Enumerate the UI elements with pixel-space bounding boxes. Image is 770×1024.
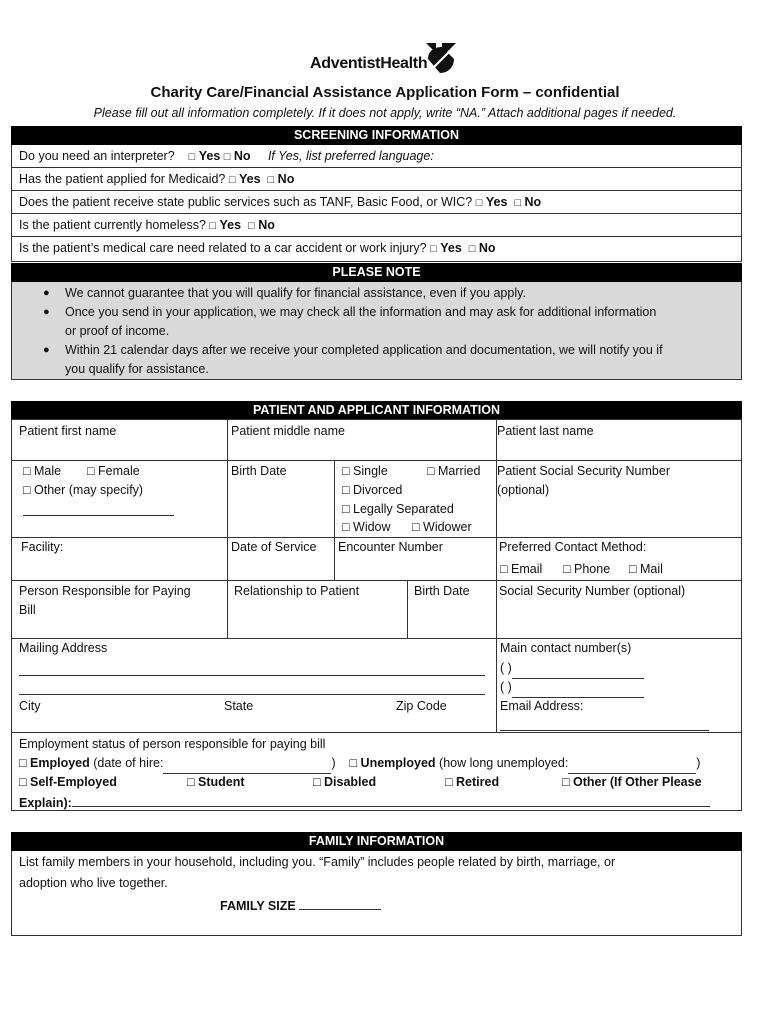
medicaid-row (11, 168, 742, 191)
medicaid-question: Has the patient applied for Medicaid? (19, 172, 226, 186)
family-description-cont: adoption who live together. (19, 876, 168, 890)
address-line-2[interactable] (19, 678, 485, 695)
adventist-health-logo (308, 37, 462, 79)
public-services-question: Does the patient receive state public services such as TANF, Basic Food, or WIC? (19, 195, 473, 209)
yes-label: Yes (440, 241, 462, 255)
note-item-continued: you qualify for assistance. (65, 362, 209, 376)
responsible-birth-date-field[interactable]: Birth Date (414, 584, 470, 598)
how-long-label: (how long unemployed: (439, 756, 569, 770)
explain-label: Explain): (19, 792, 710, 813)
family-info-header: FAMILY INFORMATION (11, 832, 742, 851)
unemployed-checkbox[interactable]: □ Unemployed (349, 756, 436, 770)
no-label: No (258, 218, 275, 232)
no-label: No (233, 149, 251, 163)
responsible-person-label-cont: Bill (19, 603, 36, 617)
medicaid-no-checkbox[interactable]: □ (267, 174, 275, 186)
patient-info-section (11, 419, 742, 811)
yes-label: Yes (219, 218, 242, 232)
self-employed-checkbox[interactable]: □ Self-Employed (19, 775, 117, 789)
email-contact-checkbox[interactable]: □ Email (500, 562, 543, 576)
facility-field[interactable]: Facility: (21, 540, 64, 554)
widow-checkbox[interactable]: □ Widow (342, 520, 391, 534)
patient-ssn-label: Patient Social Security Number (497, 464, 670, 478)
relationship-field[interactable]: Relationship to Patient (234, 584, 360, 598)
date-of-service-field[interactable]: Date of Service (231, 540, 317, 554)
divorced-checkbox[interactable]: □ Divorced (342, 483, 403, 497)
interpreter-yes-checkbox[interactable]: □ (188, 151, 196, 163)
homeless-yes-checkbox[interactable]: □ (209, 220, 217, 232)
male-checkbox[interactable]: □ Male (23, 464, 62, 478)
form-instructions: Please fill out all information completely. If it does not apply, write “NA.” Attach additional pages if needed. (93, 106, 677, 120)
logo-text: AdventistHealth (310, 55, 428, 72)
interpreter-question: Do you need an interpreter? (19, 149, 175, 163)
middle-name-field[interactable]: Patient middle name (231, 424, 345, 438)
patient-info-header: PATIENT AND APPLICANT INFORMATION (11, 401, 742, 420)
family-size-field[interactable] (299, 895, 381, 910)
student-checkbox[interactable]: □ Student (187, 775, 245, 789)
yes-label: Yes (198, 149, 221, 163)
patient-ssn-optional: (optional) (497, 483, 550, 497)
public-services-yes-checkbox[interactable]: □ (475, 197, 483, 209)
note-item-continued: or proof of income. (65, 324, 170, 338)
accident-question: Is the patient’s medical care need related to a car accident or work injury? (19, 241, 427, 255)
widower-checkbox[interactable]: □ Widower (412, 520, 472, 534)
female-checkbox[interactable]: □ Female (87, 464, 140, 478)
leaf-logo-icon (422, 39, 460, 77)
yes-label: Yes (239, 172, 261, 186)
last-name-field[interactable]: Patient last name (497, 424, 594, 438)
married-checkbox[interactable]: □ Married (427, 464, 481, 478)
yes-label: Yes (485, 195, 508, 209)
homeless-row (11, 214, 742, 237)
interpreter-row (11, 145, 742, 168)
note-item: ● Once you send in your application, we may check all the information and may ask for additional information (43, 305, 657, 319)
family-size-label: FAMILY SIZE (220, 895, 381, 916)
contact-number-2[interactable]: ( ) (500, 678, 644, 698)
date-of-hire-line[interactable] (163, 754, 331, 774)
email-address-label: Email Address: (500, 699, 584, 713)
mail-contact-checkbox[interactable]: □ Mail (629, 562, 663, 576)
encounter-number-field[interactable]: Encounter Number (338, 540, 443, 554)
no-label: No (277, 172, 295, 186)
other-employment-checkbox[interactable]: □ Other (If Other Please (562, 775, 702, 789)
retired-checkbox[interactable]: □ Retired (445, 775, 500, 789)
please-note-header: PLEASE NOTE (11, 263, 742, 282)
employment-row-1: □ Employed (date of hire: ) □ Unemployed (how long unemployed: ) (19, 754, 739, 774)
form-title: Charity Care/Financial Assistance Application Form – confidential (150, 84, 620, 101)
please-note-box (11, 282, 742, 380)
public-services-row (11, 191, 742, 214)
phone-contact-checkbox[interactable]: □ Phone (563, 562, 611, 576)
homeless-question: Is the patient currently homeless? (19, 218, 206, 232)
explain-line[interactable] (72, 792, 710, 807)
accident-no-checkbox[interactable]: □ (468, 243, 476, 255)
email-address-line[interactable] (500, 719, 709, 731)
no-label: No (478, 241, 496, 255)
note-item: ● Within 21 calendar days after we receive your completed application and documentation, we will notify you if (43, 343, 663, 357)
language-hint: If Yes, list preferred language: (267, 149, 434, 163)
responsible-person-label[interactable]: Person Responsible for Paying (19, 584, 191, 598)
homeless-no-checkbox[interactable]: □ (248, 220, 255, 232)
disabled-checkbox[interactable]: □ Disabled (313, 775, 377, 789)
date-of-hire-label: (date of hire: (93, 756, 164, 770)
employment-status-label: Employment status of person responsible for paying bill (19, 737, 326, 751)
state-label: State (224, 699, 254, 713)
contact-numbers-label: Main contact number(s) (500, 641, 632, 655)
no-label: No (524, 195, 542, 209)
employed-checkbox[interactable]: □ Employed (19, 756, 90, 770)
city-label: City (19, 699, 41, 713)
single-checkbox[interactable]: □ Single (342, 464, 388, 478)
family-description: List family members in your household, including you. “Family” includes people related by birth, marriage, or (19, 855, 616, 869)
public-services-no-checkbox[interactable]: □ (514, 197, 522, 209)
screening-header: SCREENING INFORMATION (11, 126, 742, 145)
contact-method-label: Preferred Contact Method: (499, 540, 647, 554)
responsible-ssn-field[interactable]: Social Security Number (optional) (499, 584, 686, 598)
address-line-1[interactable] (19, 659, 485, 676)
other-gender-checkbox[interactable]: □ Other (may specify) (23, 483, 144, 497)
birth-date-field[interactable]: Birth Date (231, 464, 287, 478)
contact-number-1[interactable]: ( ) (500, 659, 644, 679)
mailing-address-label: Mailing Address (19, 641, 108, 655)
medicaid-yes-checkbox[interactable]: □ (228, 174, 236, 186)
zip-code-label: Zip Code (396, 699, 447, 713)
interpreter-no-checkbox[interactable]: □ (223, 151, 231, 163)
note-item: ● We cannot guarantee that you will qualify for financial assistance, even if you apply. (43, 286, 526, 300)
unemployed-duration-line[interactable] (568, 754, 696, 774)
first-name-field[interactable]: Patient first name (19, 424, 117, 438)
separated-checkbox[interactable]: □ Legally Separated (342, 502, 454, 516)
accident-row (11, 237, 742, 262)
accident-yes-checkbox[interactable]: □ (430, 243, 437, 255)
other-gender-line[interactable] (23, 508, 174, 516)
family-info-section (11, 851, 742, 936)
